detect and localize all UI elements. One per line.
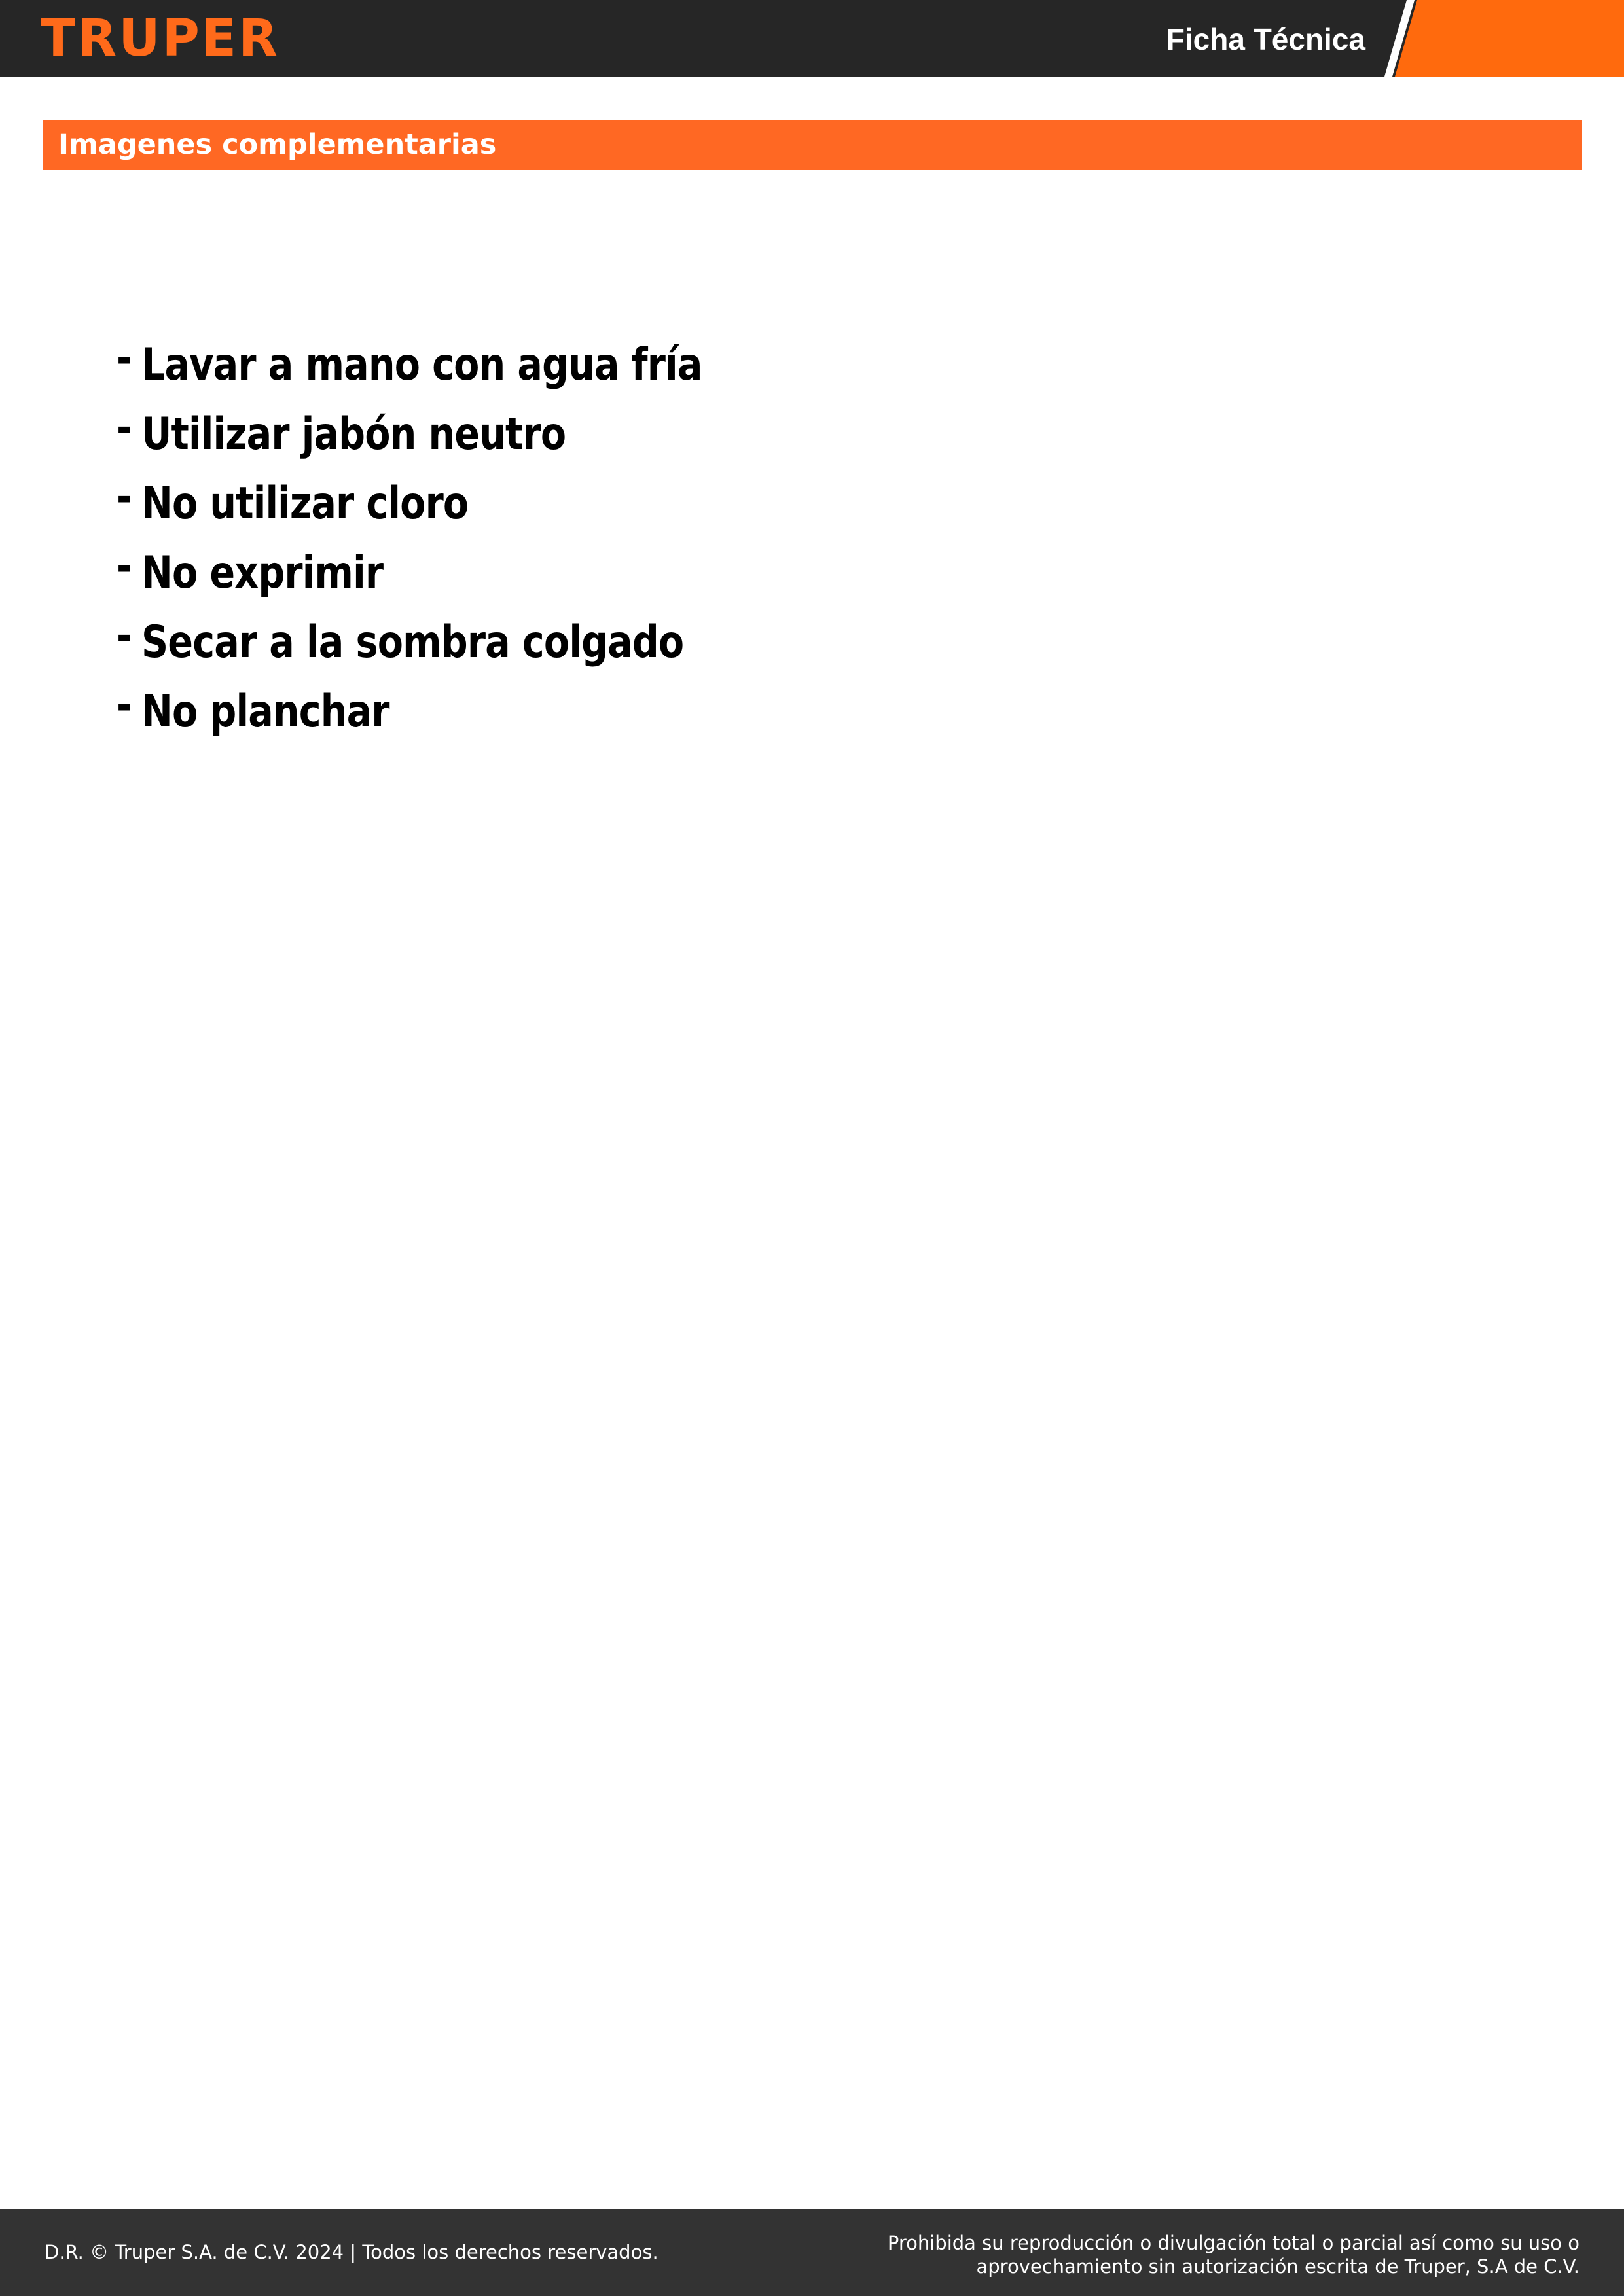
footer-legal-notice bbox=[794, 2231, 1579, 2278]
care-instruction-item: - No exprimir bbox=[117, 541, 384, 599]
care-instruction-text: No planchar bbox=[141, 686, 389, 738]
footer-notice-line: Prohibida su reproducción o divulgación total o parcial así como su uso o bbox=[887, 2232, 1579, 2254]
care-instruction-item: - Utilizar jabón neutro bbox=[117, 402, 566, 460]
care-instruction-text: Utilizar jabón neutro bbox=[141, 408, 566, 460]
page-header bbox=[0, 0, 1624, 77]
care-instruction-text: No exprimir bbox=[141, 547, 384, 599]
page-footer bbox=[0, 2209, 1624, 2296]
care-instruction-text: Secar a la sombra colgado bbox=[141, 617, 684, 668]
care-instruction-item: - Secar a la sombra colgado bbox=[117, 610, 684, 668]
truper-logo: TRUPER bbox=[41, 9, 280, 68]
footer-copyright: D.R. © Truper S.A. de C.V. 2024 | Todos los derechos reservados. bbox=[45, 2241, 659, 2263]
section-header-bar bbox=[43, 120, 1582, 170]
header-accent-stripe bbox=[1375, 0, 1624, 77]
footer-notice-line: aprovechamiento sin autorización escrita de Truper, S.A de C.V. bbox=[976, 2255, 1579, 2278]
document-type-title: Ficha Técnica bbox=[1166, 22, 1365, 56]
care-instruction-item: - No utilizar cloro bbox=[117, 471, 469, 529]
care-instruction-text: Lavar a mano con agua fría bbox=[141, 339, 702, 391]
care-instruction-text: No utilizar cloro bbox=[141, 478, 469, 529]
care-instructions-list bbox=[117, 331, 814, 747]
care-instruction-item: - Lavar a mano con agua fría bbox=[117, 332, 702, 391]
section-title: Imagenes complementarias bbox=[58, 128, 497, 161]
care-instruction-item: - No planchar bbox=[117, 679, 389, 738]
